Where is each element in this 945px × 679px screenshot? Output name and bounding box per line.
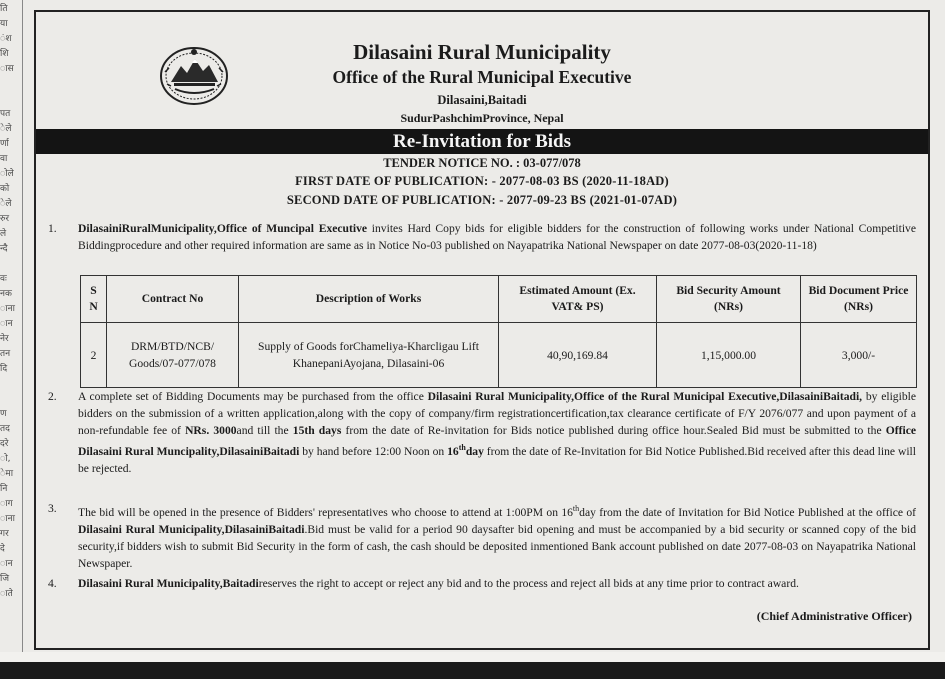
margin-fragment: पत [0, 109, 11, 119]
bid-notice [34, 10, 930, 650]
bold-text: Dilasaini Rural Municipality,Office of the Rural Municipal Executive,DilasainiBaitadi, [427, 390, 863, 403]
office-name: Office of the Rural Municipal Executive [332, 67, 632, 87]
margin-fragment: ोले [0, 169, 14, 179]
margin-fragment: ास [0, 64, 14, 74]
page-bottom-margin [0, 652, 945, 662]
header-sn: S N [81, 276, 107, 323]
text: 16 [447, 444, 459, 458]
table-row [81, 323, 917, 388]
margin-fragment: को [0, 184, 10, 194]
margin-fragment: वः [0, 274, 7, 284]
superscript: th [572, 504, 580, 513]
text: A complete set of Bidding Documents may be purchased from the office [78, 390, 428, 403]
cell-sn: 2 [81, 323, 107, 388]
margin-fragment [0, 257, 22, 272]
margin-fragment [0, 377, 22, 392]
paragraph-number: 4. [48, 577, 57, 590]
margin-fragment: दि [0, 364, 8, 374]
paragraph-text: invites Hard Copy bids for eligible bidders for the construction of following works under National Competitive Biddingprocedure and other required information are same as in Notice No-03 published on Nayapatrika National Newspaper on date 2077-08-03(2020-11-18) [78, 222, 916, 252]
org-name: Dilasaini Rural Municipality [353, 40, 611, 64]
address-line1: Dilasaini,Baitadi [437, 93, 527, 107]
bold-text [447, 445, 484, 458]
signature-line: (Chief Administrative Officer) [756, 609, 912, 623]
first-publication-date: FIRST DATE OF PUBLICATION: - 2077-08-03 BS (2020-11-18AD) [295, 174, 669, 188]
margin-fragment: ाते [0, 589, 13, 599]
margin-fragment: ले [0, 229, 7, 239]
margin-fragment: तद [0, 424, 10, 434]
header-description: Description of Works [239, 276, 499, 323]
margin-fragment: ाना [0, 304, 16, 314]
text: by hand before 12:00 Noon on [299, 444, 448, 458]
margin-fragment: नि [0, 484, 8, 494]
margin-fragment: ाग [0, 499, 13, 509]
text: by eligible bidders on the submission of a written application,along with the copy of company/firm registrationcertification,tax clearance certificate of F/Y 2076/077 and upon payment of a non-refundable fee of [78, 390, 916, 437]
second-publication-date: SECOND DATE OF PUBLICATION: - 2077-09-23 BS (2021-01-07AD) [286, 193, 678, 207]
margin-fragment: ान [0, 319, 13, 329]
works-table [80, 275, 917, 388]
bold-text: Office Dilasaini Rural Muncipality,DilasainiBaitadi [78, 424, 917, 458]
text: and till the [236, 424, 293, 437]
margin-fragment: नक [0, 289, 12, 299]
bold-text: Dilasaini Rural Municipality,DilasainiBaitadi [78, 522, 305, 536]
margin-fragment [0, 92, 22, 107]
tender-notice-number: TENDER NOTICE NO. : 03-077/078 [383, 156, 581, 170]
margin-fragment: ंश [0, 34, 12, 44]
cell-contract-no: DRM/BTD/NCB/ Goods/07-077/078 [107, 323, 239, 388]
cell-bid-security: 1,15,000.00 [657, 323, 801, 388]
header-contract-no: Contract No [107, 276, 239, 323]
bold-text: 15th days [292, 424, 342, 437]
margin-fragment: नेर [0, 334, 9, 344]
margin-fragment: शि [0, 49, 9, 59]
margin-fragment: तन [0, 349, 11, 359]
margin-fragment: ान [0, 559, 13, 569]
margin-fragment: गर [0, 529, 9, 539]
cell-estimated-amount: 40,90,169.84 [499, 323, 657, 388]
bold-text: NRs. 3000 [185, 424, 237, 437]
header-estimated-amount: Estimated Amount (Ex. VAT& PS) [499, 276, 657, 323]
text: day [465, 444, 484, 458]
margin-fragment: रुर [0, 214, 10, 224]
header-bid-security: Bid Security Amount (NRs) [657, 276, 801, 323]
margin-fragment: दे [0, 544, 5, 554]
margin-fragment: ो, [0, 454, 11, 464]
margin-fragment: ाना [0, 514, 16, 524]
text: from the date of Re-Invitation for Bid Notice Published.Bid received after this dead line will be rejected. [78, 444, 916, 475]
margin-fragment: ति [0, 4, 8, 14]
margin-divider [22, 0, 23, 679]
notice-banner: Re-Invitation for Bids [36, 129, 928, 154]
table-header-row [81, 276, 917, 323]
paragraph-1 [48, 220, 916, 254]
margin-fragment: जि [0, 574, 10, 584]
margin-fragment: र्णा [0, 139, 9, 149]
text: day from the date of Invitation for Bid Notice Published at the office of [579, 505, 916, 519]
margin-fragment: ेले [0, 199, 12, 209]
margin-fragment [0, 77, 22, 92]
margin-fragment: वा [0, 154, 8, 164]
text: from the date of Re-invitation for Bids notice published during office hour.Sealed Bid must be submitted to the [341, 424, 886, 437]
header-document-price: Bid Document Price (NRs) [801, 276, 917, 323]
left-margin-text [0, 0, 22, 679]
text: reserves the right to accept or reject any bid and to the process and reject all bids at any time prior to contract award. [258, 577, 799, 590]
paragraph-3 [48, 500, 916, 572]
text: The bid will be opened in the presence of Bidders' representatives who choose to attend at 1:00PM on 16 [78, 505, 573, 519]
cell-document-price: 3,000/- [801, 323, 917, 388]
margin-fragment: न्दै [0, 244, 8, 254]
text: .Bid must be valid for a period 90 daysafter bid opening and must be accompanied by a bid security or scanned copy of the bid security,if bidders wish to submit Bid Security in the form of cash, the cash should be deposited inmentioned Bank account published on date 2077-08-03 on Nayapatrika National Newspaper. [78, 522, 916, 570]
paragraph-2 [48, 388, 916, 477]
cell-description: Supply of Goods forChameliya-Kharcligau Lift KhanepaniAyojana, Dilasaini-06 [239, 323, 499, 388]
paragraph-number: 3. [48, 502, 57, 515]
margin-fragment: ण [0, 409, 7, 419]
bold-text: Dilasaini Rural Municipality,Baitadi [78, 577, 259, 590]
margin-fragment [0, 392, 22, 407]
margin-fragment: ेले [0, 124, 12, 134]
margin-fragment: या [0, 19, 8, 29]
paragraph-number: 2. [48, 390, 57, 403]
paragraph-number: 1. [48, 222, 57, 235]
paragraph-4 [48, 575, 916, 592]
margin-fragment: दरे [0, 439, 9, 449]
paragraph-lead: DilasainiRuralMunicipality,Office of Muncipal Executive [78, 222, 368, 235]
address-line2: SudurPashchimProvince, Nepal [400, 111, 564, 125]
superscript: th [458, 443, 466, 452]
margin-fragment: ेमा [0, 469, 14, 479]
bottom-bar [0, 662, 945, 679]
